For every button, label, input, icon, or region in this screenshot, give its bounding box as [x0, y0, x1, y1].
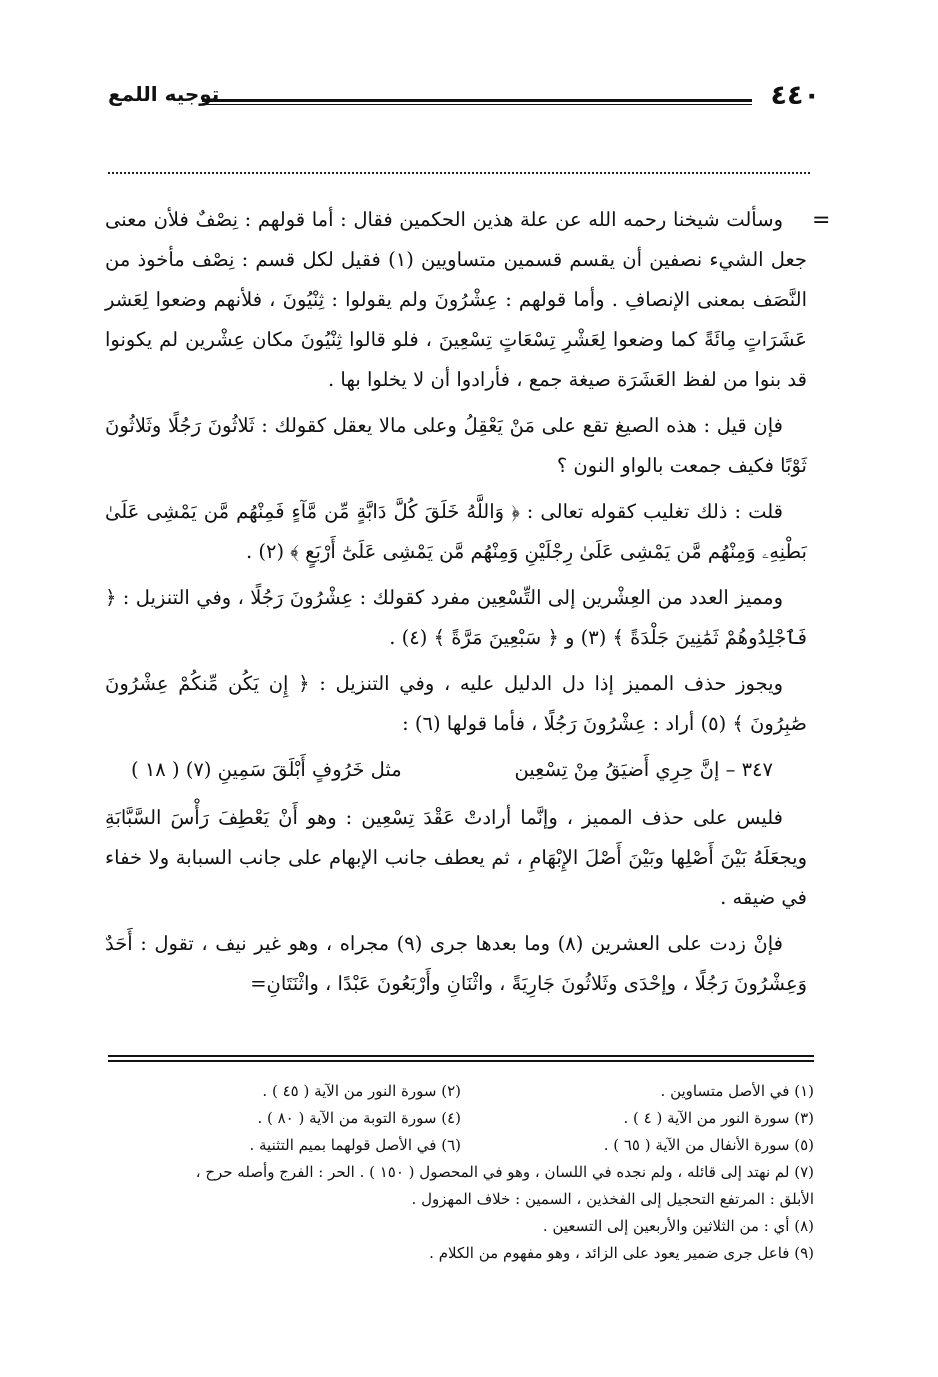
footnote-row — [108, 1240, 814, 1267]
footnote: (٢) سورة النور من الآية ( ٤٥ ) . — [262, 1082, 461, 1100]
footnote-row — [108, 1105, 814, 1132]
continuation-mark-start: = — [812, 208, 831, 233]
paragraph: ويجوز حذف المميز إذا دل الدليل عليه ، وفي التنزيل : ﴿ إِن يَكُن مِّنكُمْ عِشْرُونَ صَٰبِرُونَ ﴾ (٥) أراد : عِشْرُونَ رَجُلًا ، فأما قولها (٦) : — [105, 672, 807, 735]
verse-first-hemistich: ٣٤٧ – إنَّ حِرِي أَضيَقُ مِنْ تِسْعِين — [514, 758, 773, 781]
paragraph: فإنْ زدت على العشرين (٨) وما بعدها جرى (٩) مجراه ، وهو غير نيف ، تقول : أَحَدٌ وَعِشْرُونَ رَجُلًا ، وإحْدَى وثَلاثُونَ جَارِيَةً ، واثْنَانِ وأَرْبَعُونَ عَبْدًا ، واثْنَتَانِ= — [105, 932, 807, 995]
footnotes — [108, 1078, 814, 1267]
paragraph: فليس على حذف المميز ، وإنَّما أرادتْ عَقْدَ تِسْعِين : وهو أَنْ يَعْطِفَ رَأْسَ السَّبَّابَةِ ويجعَلَهُ بَيْنَ أَصْلِها وبَيْنَ أَصْلَ الإِبْهَامِ ، ثم يعطف جانب الإبهام على جانب السبابة ولا خفاء في ضيقه . — [105, 806, 807, 909]
footnote-row — [108, 1213, 814, 1240]
footnote: (٦) في الأصل قولهما بميم التثنية . — [249, 1136, 461, 1154]
verse-second-hemistich: مثل خَرُوفٍ أَبْلَقَ سَمِينِ (٧) ( ١٨ ) — [131, 758, 402, 781]
book-title: توجيه اللمع — [108, 82, 220, 106]
footnote: الأبلق : المرتفع التحجيل إلى الفخذين ، السمين : خلاف المهزول . — [411, 1190, 814, 1208]
footnote-divider — [108, 1055, 814, 1062]
footnote-row — [108, 1186, 814, 1213]
main-text — [105, 200, 807, 1010]
footnote-row — [108, 1132, 814, 1159]
footnote-row — [108, 1078, 814, 1105]
poetry-verse — [105, 750, 807, 790]
footnote: (٣) سورة النور من الآية ( ٤ ) . — [623, 1109, 814, 1127]
footnote: (٥) سورة الأنفال من الآية ( ٦٥ ) . — [603, 1136, 814, 1154]
paragraph: ومميز العدد من العِشْرين إلى التِّسْعِين مفرد كقولك : عِشْرُونَ رَجُلًا ، وفي التنزيل : ﴿ فَٱجْلِدُوهُمْ ثَمَٰنِينَ جَلْدَةً ﴾ (٣) و ﴿ سَبْعِينَ مَرَّةً ﴾ (٤) . — [105, 586, 807, 649]
footnote: (٤) سورة التوبة من الآية ( ٨٠ ) . — [257, 1109, 461, 1127]
page-number: ٤٤٠ — [770, 80, 820, 111]
paragraph: وسألت شيخنا رحمه الله عن علة هذين الحكمين فقال : أما قولهم : نِصْفٌ فلأن معنى جعل الشيء نصفين أن يقسم قسمين متساويين (١) فقيل لكل قسم : نِصْف مأخوذ من النَّصَف بمعنى الإنصافِ . وأما قولهم : عِشْرُونَ ولم يقولوا : ثِنْيُونَ ، فلأنهم وضعوا لِعَشر عَشَرَاتٍ مِائَةً كما وضعوا لِعَشْرِ تِسْعَاتٍ تِسْعِينَ ، فلو قالوا ثِنْيُونَ مكان عِشْرين لم يكونوا قد بنوا من لفظ العَشَرَة صيغة جمع ، فأرادوا أن لا يخلوا بها . — [105, 208, 807, 391]
paragraph: قلت : ذلك تغليب كقوله تعالى : ﴿ وَاللَّهُ خَلَقَ كُلَّ دَابَّةٍ مِّن مَّآءٍ فَمِنْهُم مَّن يَمْشِى عَلَىٰ بَطْنِهِۦ وَمِنْهُم مَّن يَمْشِى عَلَىٰ رِجْلَيْنِ وَمِنْهُم مَّن يَمْشِى عَلَىٰٓ أَرْبَعٍ ﴾ (٢) . — [105, 500, 807, 563]
footnote: (٩) فاعل جرى ضمير يعود على الزائد ، وهو مفهوم من الكلام . — [429, 1244, 814, 1262]
footnote: (١) في الأصل متساوين . — [660, 1082, 814, 1100]
paragraph: فإن قيل : هذه الصيغ تقع على مَنْ يَعْقِلُ وعلى مالا يعقل كقولك : ثَلاثُونَ رَجُلًا وثَلاثُونَ ثَوْبًا فكيف جمعت بالواو النون ؟ — [105, 414, 807, 477]
footnote: (٧) لم نهتد إلى قائله ، ولم نجده في اللسان ، وهو في المحصول ( ١٥٠ ) . الحر : الفرج وأصله حرح ، — [195, 1163, 814, 1181]
header-rule — [202, 99, 752, 105]
footnote-row — [108, 1159, 814, 1186]
header-dotted-divider — [108, 172, 810, 174]
page-header — [108, 78, 820, 118]
footnote: (٨) أي : من الثلاثين والأربعين إلى التسعين . — [542, 1217, 814, 1235]
